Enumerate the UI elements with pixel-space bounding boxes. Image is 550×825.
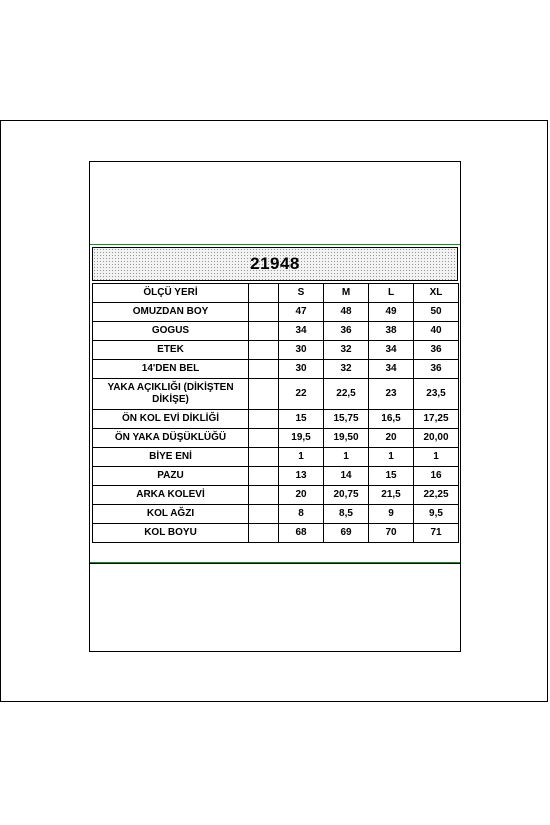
size-value: 71	[414, 524, 459, 543]
measurement-label: KOL BOYU	[93, 524, 249, 543]
measurement-label: 14'DEN BEL	[93, 360, 249, 379]
table-row	[93, 379, 459, 410]
blank-cell	[249, 467, 279, 486]
measurement-label: PAZU	[93, 467, 249, 486]
size-value: 1	[369, 448, 414, 467]
size-value: 34	[279, 322, 324, 341]
size-value: 19,5	[279, 429, 324, 448]
size-value: 1	[324, 448, 369, 467]
blank-cell	[249, 448, 279, 467]
size-value: 1	[414, 448, 459, 467]
size-value: 20,75	[324, 486, 369, 505]
size-header-l: L	[369, 284, 414, 303]
size-value: 14	[324, 467, 369, 486]
size-value: 70	[369, 524, 414, 543]
size-table	[92, 283, 459, 543]
size-header-s: S	[279, 284, 324, 303]
size-value: 17,25	[414, 410, 459, 429]
table-row	[93, 360, 459, 379]
size-value: 20	[369, 429, 414, 448]
size-chart-sheet	[89, 161, 461, 652]
blank-cell	[249, 486, 279, 505]
size-value: 48	[324, 303, 369, 322]
blank-cell	[249, 284, 279, 303]
table-row	[93, 410, 459, 429]
size-value: 68	[279, 524, 324, 543]
size-value: 13	[279, 467, 324, 486]
blank-cell	[249, 303, 279, 322]
blank-cell	[249, 410, 279, 429]
table-row	[93, 341, 459, 360]
size-value: 22	[279, 379, 324, 410]
size-header-m: M	[324, 284, 369, 303]
size-value: 20	[279, 486, 324, 505]
table-row	[93, 505, 459, 524]
top-divider	[90, 244, 460, 245]
product-code-band	[92, 247, 458, 281]
size-value: 15	[369, 467, 414, 486]
measurement-label: ÖN YAKA DÜŞÜKLÜĞÜ	[93, 429, 249, 448]
size-header-xl: XL	[414, 284, 459, 303]
size-value: 34	[369, 360, 414, 379]
size-value: 36	[414, 341, 459, 360]
table-row	[93, 467, 459, 486]
size-value: 9,5	[414, 505, 459, 524]
size-value: 34	[369, 341, 414, 360]
size-value: 32	[324, 341, 369, 360]
measurement-label: BİYE ENİ	[93, 448, 249, 467]
table-row	[93, 322, 459, 341]
measurement-label: OMUZDAN BOY	[93, 303, 249, 322]
measurement-label: ETEK	[93, 341, 249, 360]
table-row	[93, 448, 459, 467]
table-row	[93, 429, 459, 448]
blank-cell	[249, 341, 279, 360]
blank-cell	[249, 379, 279, 410]
size-value: 38	[369, 322, 414, 341]
size-value: 1	[279, 448, 324, 467]
blank-cell	[249, 429, 279, 448]
size-value: 36	[414, 360, 459, 379]
header-label: ÖLÇÜ YERİ	[93, 284, 249, 303]
measurement-label: KOL AĞZI	[93, 505, 249, 524]
blank-cell	[249, 322, 279, 341]
size-value: 15	[279, 410, 324, 429]
size-value: 69	[324, 524, 369, 543]
size-value: 16	[414, 467, 459, 486]
blank-cell	[249, 505, 279, 524]
blank-footer-area	[90, 563, 460, 652]
table-row	[93, 486, 459, 505]
blank-cell	[249, 524, 279, 543]
table-row	[93, 303, 459, 322]
size-value: 47	[279, 303, 324, 322]
size-value: 49	[369, 303, 414, 322]
size-value: 30	[279, 341, 324, 360]
blank-header-area	[90, 162, 460, 244]
size-value: 21,5	[369, 486, 414, 505]
size-value: 23	[369, 379, 414, 410]
size-value: 22,5	[324, 379, 369, 410]
size-value: 20,00	[414, 429, 459, 448]
size-value: 50	[414, 303, 459, 322]
measurement-label: ÖN KOL EVİ DİKLİĞİ	[93, 410, 249, 429]
size-value: 36	[324, 322, 369, 341]
blank-cell	[249, 360, 279, 379]
size-value: 32	[324, 360, 369, 379]
measurement-label: ARKA KOLEVİ	[93, 486, 249, 505]
size-value: 8	[279, 505, 324, 524]
size-value: 15,75	[324, 410, 369, 429]
size-value: 40	[414, 322, 459, 341]
size-value: 8,5	[324, 505, 369, 524]
size-value: 22,25	[414, 486, 459, 505]
size-value: 23,5	[414, 379, 459, 410]
size-value: 30	[279, 360, 324, 379]
table-row	[93, 524, 459, 543]
size-value: 16,5	[369, 410, 414, 429]
size-value: 9	[369, 505, 414, 524]
product-code: 21948	[250, 254, 300, 273]
measurement-label: GOGUS	[93, 322, 249, 341]
header-row	[93, 284, 459, 303]
size-value: 19,50	[324, 429, 369, 448]
measurement-label: YAKA AÇIKLIĞI (DİKİŞTEN DİKİŞE)	[93, 379, 249, 410]
